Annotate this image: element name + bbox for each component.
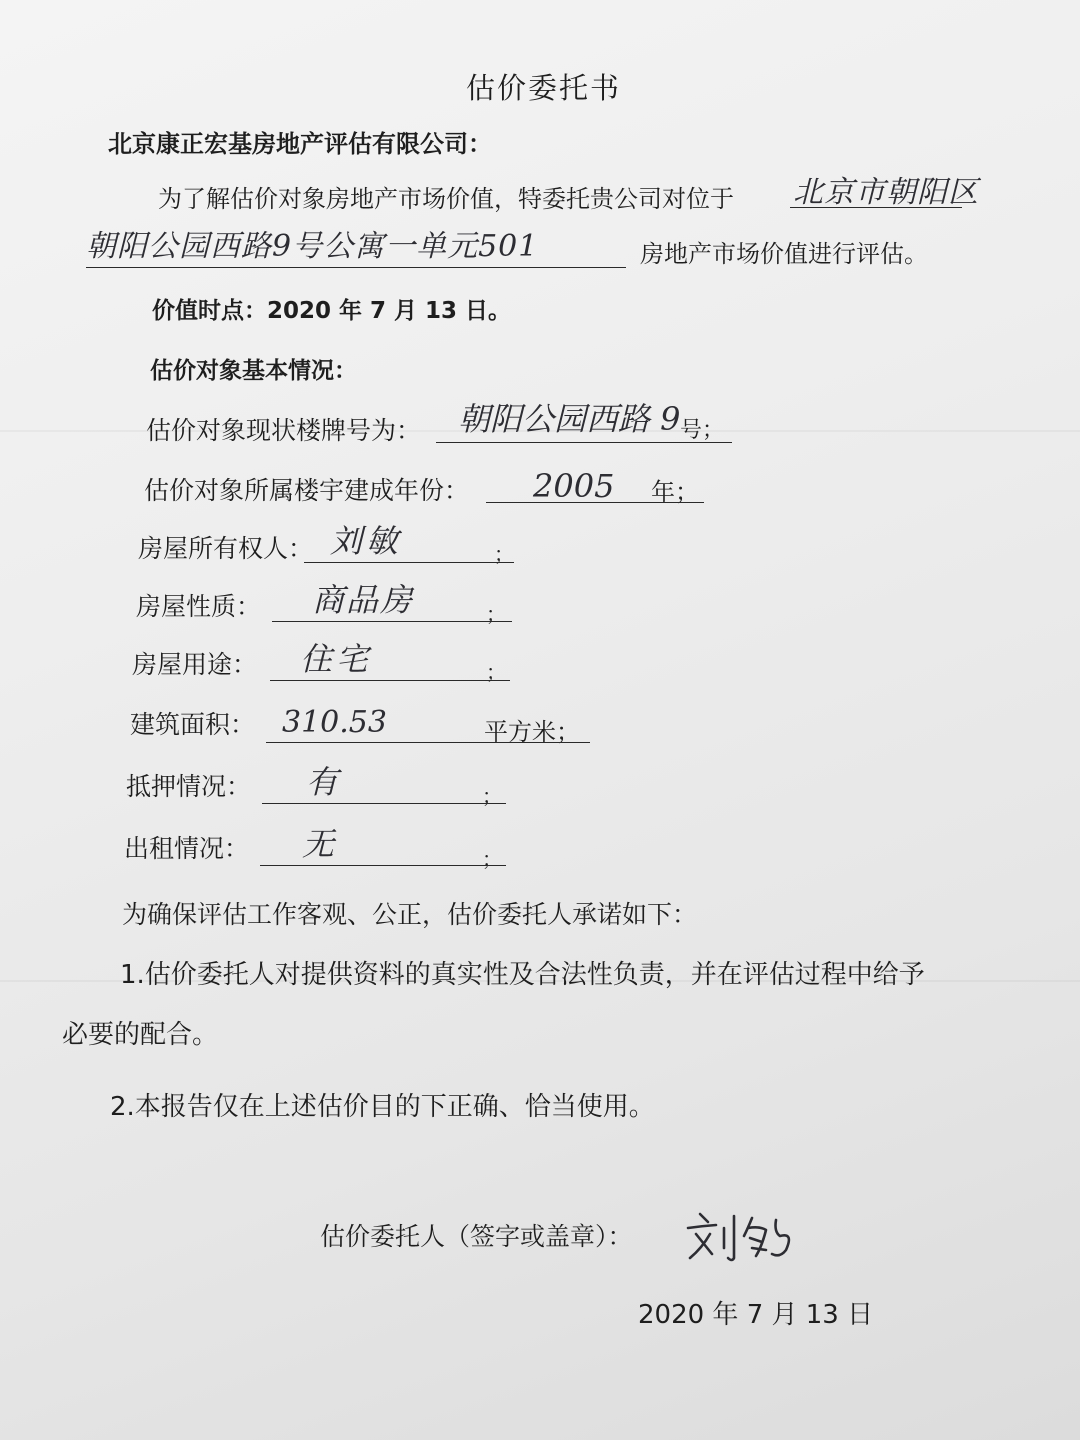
rental-label: 出租情况： bbox=[124, 834, 250, 863]
signature-date: 2020 年 7 月 13 日 bbox=[638, 1300, 874, 1330]
nature-value: 商品房 bbox=[312, 581, 415, 619]
intro-handwritten-address: 朝阳公园西路9号公寓一单元501 bbox=[86, 229, 539, 264]
rental-value: 无 bbox=[302, 825, 335, 863]
commitment-item-1-cont: 必要的配合。 bbox=[62, 1020, 219, 1050]
underline bbox=[260, 865, 506, 866]
underline bbox=[304, 562, 514, 563]
owner-label: 房屋所有权人： bbox=[138, 534, 314, 563]
owner-suffix: ； bbox=[494, 542, 514, 566]
commitment-item-1: 1.估价委托人对提供资料的真实性及合法性负责，并在评估过程中给予 bbox=[120, 960, 925, 990]
area-label: 建筑面积： bbox=[130, 710, 256, 739]
value-time: 价值时点：2020 年 7 月 13 日。 bbox=[152, 298, 512, 324]
intro-handwritten-location: 北京市朝阳区 bbox=[793, 175, 979, 210]
signature-label: 估价委托人（签字或盖章）： bbox=[320, 1222, 633, 1251]
mortgage-suffix: ； bbox=[482, 784, 502, 808]
commitment-item-2: 2.本报告仅在上述估价目的下正确、恰当使用。 bbox=[110, 1092, 655, 1122]
building-no-value: 朝阳公园西路 9 bbox=[458, 400, 681, 438]
addressee: 北京康正宏基房地产评估有限公司： bbox=[108, 130, 492, 158]
owner-value: 刘敏 bbox=[330, 522, 403, 560]
underline bbox=[436, 442, 732, 443]
intro-suffix: 房地产市场价值进行评估。 bbox=[640, 240, 928, 268]
underline bbox=[262, 803, 506, 804]
nature-suffix: ； bbox=[486, 602, 506, 626]
area-value: 310.53 bbox=[282, 705, 387, 740]
nature-label: 房屋性质： bbox=[136, 592, 262, 621]
build-year-label: 估价对象所属楼宇建成年份： bbox=[144, 476, 470, 505]
area-suffix: 平方米； bbox=[484, 718, 580, 746]
rental-suffix: ； bbox=[482, 847, 502, 871]
underline bbox=[86, 267, 626, 268]
underline bbox=[272, 621, 512, 622]
handwritten-signature bbox=[682, 1206, 802, 1268]
document-title: 估价委托书 bbox=[466, 71, 622, 105]
mortgage-value: 有 bbox=[306, 763, 339, 801]
commitments-intro: 为确保评估工作客观、公正，估价委托人承诺如下： bbox=[122, 900, 698, 929]
build-year-value: 2005 bbox=[533, 467, 615, 505]
underline bbox=[270, 680, 510, 681]
usage-label: 房屋用途： bbox=[132, 650, 258, 679]
building-no-suffix: 号； bbox=[680, 418, 725, 443]
mortgage-label: 抵押情况： bbox=[126, 772, 252, 801]
underline bbox=[790, 207, 962, 208]
usage-value: 住宅 bbox=[300, 640, 373, 678]
basic-info-heading: 估价对象基本情况： bbox=[150, 358, 357, 384]
build-year-suffix: 年； bbox=[651, 478, 699, 506]
underline bbox=[266, 742, 590, 743]
intro-text: 为了解估价对象房地产市场价值，特委托贵公司对位于 bbox=[158, 185, 734, 213]
building-no-label: 估价对象现状楼牌号为： bbox=[146, 416, 422, 445]
underline bbox=[486, 502, 704, 503]
usage-suffix: ； bbox=[486, 660, 506, 684]
